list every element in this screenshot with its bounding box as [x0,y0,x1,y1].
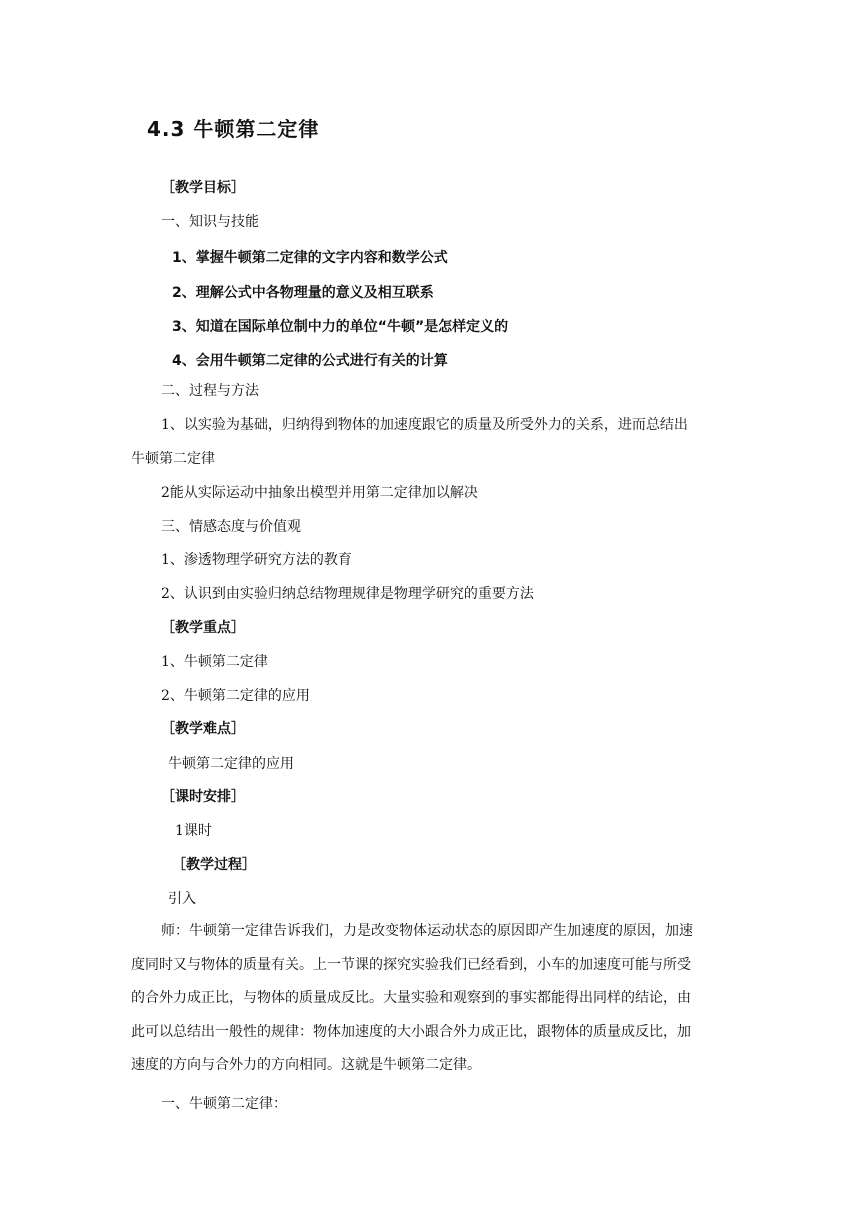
section-1-heading: 一、牛顿第二定律： [161,1096,287,1112]
process-item-1-line1: 1、以实验为基础，归纳得到物体的加速度跟它的质量及所受外力的关系，进而总结出 [161,417,688,433]
paragraph-line-1: 师：牛顿第一定律告诉我们，力是改变物体运动状态的原因即产生加速度的原因，加速 [161,923,693,939]
difficulties-text: 牛顿第二定律的应用 [168,756,294,772]
paragraph-line-4: 此可以总结出一般性的规律：物体加速度的大小跟合外力成正比，跟物体的质量成反比，加 [131,1023,691,1040]
knowledge-skills-heading: 一、知识与技能 [161,214,259,230]
intro-paragraph [131,915,729,1083]
emotion-item-2: 2、认识到由实验归纳总结物理规律是物理学研究的重要方法 [161,586,534,602]
process-method-heading: 二、过程与方法 [161,383,259,399]
emotion-item-1: 1、渗透物理学研究方法的教育 [161,552,352,568]
schedule-heading: ［课时安排］ [161,789,245,805]
process-item-1-line2: 牛顿第二定律 [131,451,215,467]
paragraph-line-2: 度同时又与物体的质量有关。上一节课的探究实验我们已经看到，小车的加速度可能与所受 [131,956,691,973]
intro-label: 引入 [168,891,196,907]
knowledge-item-1: 1、掌握牛顿第二定律的文字内容和数学公式 [172,250,448,266]
schedule-text: 1课时 [175,823,212,839]
knowledge-item-2: 2、理解公式中各物理量的意义及相互联系 [172,285,434,301]
key-points-heading: ［教学重点］ [161,620,245,636]
key-point-2: 2、牛顿第二定律的应用 [161,688,310,704]
emotion-values-heading: 三、情感态度与价值观 [161,519,301,535]
teaching-goals-heading: ［教学目标］ [161,180,245,196]
knowledge-item-4: 4、会用牛顿第二定律的公式进行有关的计算 [172,353,448,369]
paragraph-line-3: 的合外力成正比，与物体的质量成反比。大量实验和观察到的事实都能得出同样的结论，由 [131,990,691,1006]
page-title: 4.3 牛顿第二定律 [147,117,320,141]
knowledge-item-3: 3、知道在国际单位制中力的单位“牛顿”是怎样定义的 [172,319,509,335]
process-item-2: 2能从实际运动中抽象出模型并用第二定律加以解决 [161,485,478,501]
difficulties-heading: ［教学难点］ [161,721,245,737]
key-point-1: 1、牛顿第二定律 [161,654,268,670]
procedure-heading: ［教学过程］ [172,857,256,873]
paragraph-line-5: 速度的方向与合外力的方向相同。这就是牛顿第二定律。 [131,1057,481,1073]
